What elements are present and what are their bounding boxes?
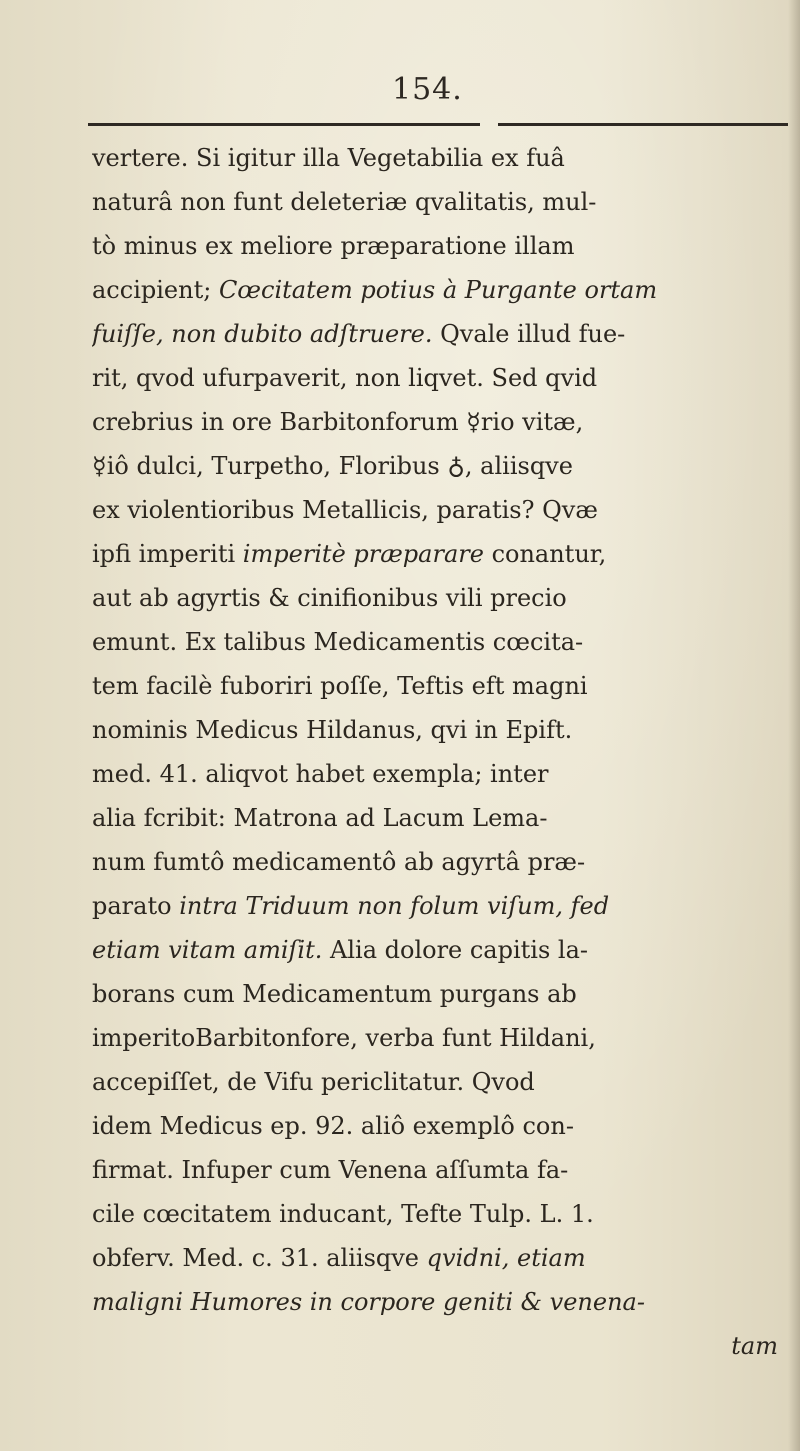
page-number: 154. — [392, 72, 463, 107]
text-line — [92, 576, 792, 620]
text-line — [92, 1104, 792, 1148]
text-line — [92, 884, 792, 928]
text-line — [92, 1280, 792, 1324]
text-segment: borans cum Medicamentum purgans ab — [92, 980, 577, 1008]
text-segment: Alia dolore capitis la- — [322, 936, 589, 964]
text-segment: cile cœcitatem inducant, Tefte Tulp. L. 1. — [92, 1200, 594, 1228]
text-line — [92, 532, 792, 576]
text-line — [92, 1148, 792, 1192]
text-line — [92, 664, 792, 708]
text-segment: accepiſſet, de Vifu periclitatur. Qvod — [92, 1068, 535, 1096]
header-rule-left — [88, 123, 480, 126]
text-segment: crebrius in ore Barbitonforum ☿rio vitæ, — [92, 408, 584, 436]
text-line — [92, 928, 792, 972]
text-segment: obferv. Med. c. 31. aliisqve — [92, 1244, 427, 1272]
text-segment: imperitoBarbitonfore, verba funt Hildani, — [92, 1024, 596, 1052]
text-line — [92, 444, 792, 488]
text-segment: Qvale illud fue- — [432, 320, 626, 348]
text-segment: emunt. Ex talibus Medicamentis cœcita- — [92, 628, 584, 656]
text-segment: accipient; — [92, 276, 219, 304]
text-segment: parato — [92, 892, 180, 920]
text-line — [92, 1236, 792, 1280]
text-segment: tem facilè fuboriri poſſe, Teftis eft magni — [92, 672, 588, 700]
text-line — [92, 840, 792, 884]
text-line — [92, 796, 792, 840]
italic-text-segment: imperitè præparare — [242, 540, 484, 568]
italic-text-segment: etiam vitam amiſit. — [92, 936, 323, 964]
text-line — [92, 268, 792, 312]
text-segment: conantur, — [483, 540, 607, 568]
text-segment: alia fcribit: Matrona ad Lacum Lema- — [92, 804, 548, 832]
text-line — [92, 1060, 792, 1104]
italic-text-segment: tam — [731, 1332, 778, 1360]
text-line — [92, 1016, 792, 1060]
text-segment: ex violentioribus Metallicis, paratis? Qvæ — [92, 496, 598, 524]
text-line — [92, 488, 792, 532]
text-line — [92, 224, 792, 268]
italic-text-segment: qvidni, etiam — [426, 1244, 586, 1272]
text-line — [92, 1192, 792, 1236]
text-line — [92, 972, 792, 1016]
text-segment: firmat. Infuper cum Venena aſſumta fa- — [92, 1156, 569, 1184]
text-line — [92, 752, 792, 796]
text-segment: ipfi imperiti — [92, 540, 243, 568]
text-line — [92, 136, 792, 180]
text-segment: ☿iô dulci, Turpetho, Floribus ♁, aliisqve — [92, 452, 573, 480]
italic-text-segment: Cœcitatem potius à Purgante ortam — [218, 276, 658, 304]
text-segment: aut ab agyrtis & cinifionibus vili precio — [92, 584, 567, 612]
text-line — [92, 708, 792, 752]
text-line — [92, 400, 792, 444]
text-segment: idem Medicus ep. 92. aliô exemplô con- — [92, 1112, 574, 1140]
text-segment: vertere. Si igitur illa Vegetabilia ex fuâ — [92, 144, 565, 172]
text-line — [92, 312, 792, 356]
text-line — [92, 620, 792, 664]
text-segment: nominis Medicus Hildanus, qvi in Epift. — [92, 716, 573, 744]
italic-text-segment: intra Triduum non folum viſum, fed — [179, 892, 610, 920]
text-segment: tò minus ex meliore præparatione illam — [92, 232, 575, 260]
italic-text-segment: fuiſſe, non dubito adſtruere. — [92, 320, 433, 348]
body-text — [92, 136, 792, 1368]
italic-text-segment: maligni Humores in corpore geniti & venena- — [92, 1288, 645, 1316]
text-line — [92, 180, 792, 224]
text-segment: rit, qvod ufurpaverit, non liqvet. Sed qvid — [92, 364, 598, 392]
text-segment: naturâ non funt deleteriæ qvalitatis, mul- — [92, 188, 597, 216]
text-segment: med. 41. aliqvot habet exempla; inter — [92, 760, 549, 788]
text-line — [92, 1324, 792, 1368]
text-segment: num fumtô medicamentô ab agyrtâ præ- — [92, 848, 586, 876]
header-rule-right — [498, 123, 788, 126]
text-line — [92, 356, 792, 400]
